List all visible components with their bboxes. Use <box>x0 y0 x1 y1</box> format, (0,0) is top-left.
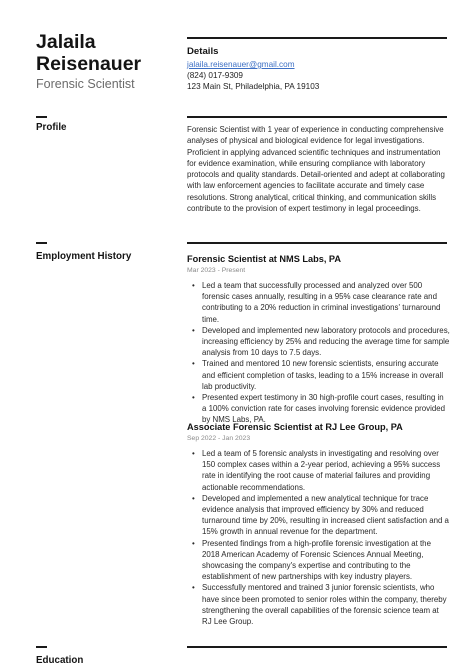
profile-divider <box>187 116 447 118</box>
details-heading: Details <box>187 46 219 57</box>
job-title: Associate Forensic Scientist at RJ Lee Group, PA <box>187 422 403 432</box>
job-dates: Sep 2022 - Jan 2023 <box>187 435 251 442</box>
education-divider <box>187 646 447 648</box>
job-entry <box>187 253 450 426</box>
candidate-title: Forensic Scientist <box>36 77 135 91</box>
job-entry <box>187 421 450 627</box>
job-bullets <box>187 448 450 627</box>
details-divider <box>187 37 447 39</box>
profile-dash <box>36 116 47 118</box>
employment-heading: Employment History <box>36 251 132 262</box>
list-item: • Trained and mentored 10 new forensic scientists, ensuring accurate and efficient completion of tasks, leading to a 15% increase in overall lab productivity. <box>187 358 450 392</box>
list-item: • Developed and implemented new laboratory protocols and procedures, increasing efficiency by 25% and reducing the average time for sample analysis from 10 days to 7.5 days. <box>187 325 450 359</box>
phone: (824) 017-9309 <box>187 71 243 80</box>
employment-dash <box>36 242 47 244</box>
first-name: Jalaila <box>36 31 96 53</box>
list-item: • Led a team that successfully processed and analyzed over 500 forensic cases annually, resulting in a 95% case clearance rate and contributing to a 20% reduction in criminal investigations' turnaround time. <box>187 280 450 325</box>
job-dates: Mar 2023 - Present <box>187 267 246 274</box>
email-line <box>187 59 295 70</box>
list-item: • Successfully mentored and trained 3 junior forensic scientists, who have since been promoted to senior roles within the company, thereby strengthening the overall capabilities of the forensic science team at RJ Lee Group. <box>187 582 450 627</box>
list-item: • Presented findings from a high-profile forensic investigation at the 2018 American Academy of Forensic Sciences Annual Meeting, showcasing the company's expertise and contributing to the establishment of new partnerships with key industry players. <box>187 538 450 583</box>
profile-heading: Profile <box>36 122 67 133</box>
email-link[interactable]: jalaila.reisenauer@gmail.com <box>187 60 295 69</box>
employment-divider <box>187 242 447 244</box>
job-title: Forensic Scientist at NMS Labs, PA <box>187 254 342 264</box>
last-name: Reisenauer <box>36 53 142 75</box>
profile-summary: Forensic Scientist with 1 year of experience in conducting comprehensive analyses of physical and biological evidence for legal investigations. Proficient in applying advanced scientific techniques and instrumentation for evidence examination, while ensuring compliance with laboratory protocols and quality standards. Detail-oriented and adept at collaborating with law enforcement agencies to facilitate accurate and timely case resolutions. Strong analytical, critical thinking, and communication skills contribute to the provision of expert testimony in legal proceedings. <box>187 125 445 214</box>
address: 123 Main St, Philadelphia, PA 19103 <box>187 82 320 91</box>
job-bullets <box>187 280 450 426</box>
candidate-name <box>36 31 176 75</box>
education-dash <box>36 646 47 648</box>
list-item: • Developed and implemented a new analytical technique for trace evidence analysis that improved efficiency by 30% and reduced turnaround time by 20%, resulting in increased client satisfaction and a 15% growth in annual revenue for the department. <box>187 493 450 538</box>
education-heading: Education <box>36 655 84 666</box>
list-item: • Led a team of 5 forensic analysts in investigating and resolving over 150 complex cases within a 2-year period, achieving a 95% success rate in identifying the root cause of material failures and providing actionable recommendations. <box>187 448 450 493</box>
list-item: • Presented expert testimony in 30 high-profile court cases, resulting in a 100% conviction rate for cases involving forensic evidence provided by NMS Labs, PA. <box>187 392 450 426</box>
